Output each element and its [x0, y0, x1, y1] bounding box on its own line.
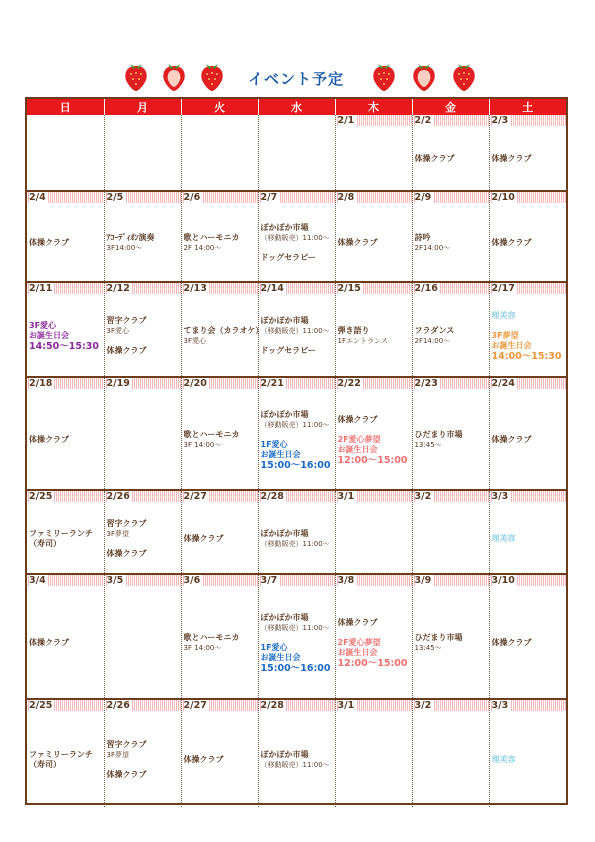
day-cell [489, 115, 566, 191]
event-line [261, 633, 334, 643]
event-line: 2F14:00～ [414, 244, 451, 252]
day-cell [27, 282, 104, 377]
event-line [261, 430, 334, 440]
day-date-label: 2/12 [106, 283, 130, 294]
day-date-label: 2/13 [183, 283, 207, 294]
weekday-header: 火 [181, 99, 258, 115]
event-list [107, 519, 180, 559]
event-line: お誕生日会 [337, 647, 378, 657]
day-cell [489, 377, 566, 490]
event-line: 2F14:00～ [414, 337, 451, 345]
event-line: 12:00～15:00 [337, 657, 408, 669]
day-date-label: 2/4 [29, 192, 46, 203]
day-date [105, 378, 181, 389]
day-date [413, 192, 489, 203]
event-line: （寿司） [29, 759, 61, 769]
day-cell [489, 490, 566, 574]
day-date [259, 283, 335, 294]
event-line: ファミリーランチ [29, 528, 93, 538]
event-line [492, 321, 566, 331]
event-line: 15:00～16:00 [260, 459, 331, 471]
day-date [27, 700, 104, 711]
day-cell [104, 699, 181, 807]
day-date [413, 491, 489, 502]
day-date [27, 491, 104, 502]
event-line: 体操クラブ [183, 533, 224, 543]
day-date [490, 700, 567, 711]
event-list [29, 321, 103, 352]
event-list [184, 633, 257, 653]
event-list [492, 755, 566, 765]
event-list [492, 311, 566, 362]
day-cell [27, 191, 104, 282]
day-cell [335, 490, 412, 574]
event-list [261, 316, 334, 356]
day-date-label: 2/8 [337, 192, 355, 203]
day-cell [412, 699, 489, 807]
event-line: ぽかぽか市場 [260, 409, 309, 419]
day-cell [27, 574, 104, 699]
event-line: 1F愛心 [260, 642, 288, 652]
event-line: 習字クラブ [106, 316, 147, 325]
day-date-label: 2/18 [29, 378, 53, 389]
event-list [492, 435, 566, 445]
day-date-label: 2/28 [260, 491, 284, 502]
event-line: 体操クラブ [337, 414, 378, 424]
week-row [27, 191, 566, 282]
day-date-label: 2/16 [414, 283, 438, 294]
event-line: 体操クラブ [29, 435, 69, 444]
day-cell [412, 191, 489, 282]
event-line: お誕生日会 [491, 340, 532, 350]
day-cell [335, 377, 412, 490]
strawberry-icon [198, 60, 226, 92]
day-date-label: 2/19 [106, 378, 130, 389]
day-date-label: 2/3 [491, 115, 509, 126]
event-list [415, 633, 488, 653]
week-row [27, 377, 566, 490]
day-date [105, 491, 181, 502]
strawberry-icon [450, 60, 478, 92]
event-line: 1Fエントランス [337, 337, 388, 345]
event-line: 3F夢望 [106, 529, 129, 538]
event-line: （移動販売）11:00～ [260, 760, 330, 769]
day-cell [335, 699, 412, 807]
event-line [107, 336, 180, 346]
day-cell [335, 282, 412, 377]
day-date-label: 2/21 [260, 378, 284, 389]
day-date-label: 2/6 [183, 192, 201, 203]
event-line: 2F愛心夢望 [337, 434, 381, 444]
day-date-label: 2/23 [414, 378, 438, 389]
event-line: （移動販売）11:00～ [260, 623, 330, 632]
day-date [336, 192, 412, 203]
event-list [107, 740, 180, 780]
event-list [107, 233, 180, 253]
event-line: 体操クラブ [491, 238, 532, 247]
calendar-body [27, 115, 566, 807]
day-date-label: 2/27 [183, 700, 207, 711]
day-cell [104, 191, 181, 282]
week-row [27, 282, 566, 377]
day-date-label: 3/9 [414, 575, 432, 586]
event-line: 13:45～ [414, 644, 442, 652]
day-cell [27, 490, 104, 574]
event-list [261, 529, 334, 549]
week-row [27, 490, 566, 574]
day-date-label: 2/2 [414, 115, 432, 126]
event-line: 理美容 [491, 533, 516, 543]
day-cell [104, 574, 181, 699]
event-list [183, 326, 264, 346]
day-cell [335, 574, 412, 699]
event-list [492, 238, 566, 248]
day-date [182, 192, 258, 203]
event-line: 体操クラブ [337, 238, 378, 247]
event-line: 3F 14:00～ [183, 644, 222, 652]
event-line: 14:00～15:30 [491, 350, 562, 362]
event-line: 理美容 [491, 754, 516, 764]
event-line: お誕生日会 [260, 652, 301, 662]
day-cell [181, 699, 258, 807]
event-line: ファミリーランチ [29, 749, 93, 759]
day-date-label: 3/7 [260, 575, 278, 586]
event-list [261, 750, 334, 770]
event-list [492, 534, 566, 544]
weekday-header-row [27, 99, 566, 115]
event-line [338, 425, 411, 435]
event-line: 体操クラブ [491, 638, 532, 647]
event-list [338, 238, 411, 248]
day-date-label: 2/25 [29, 700, 53, 711]
event-line: ひだまり市場 [414, 633, 463, 642]
day-date [259, 192, 335, 203]
event-list [415, 430, 488, 450]
day-date [105, 575, 181, 586]
day-date [182, 283, 258, 294]
day-date-label: 2/26 [106, 491, 130, 502]
event-line: （移動販売）11:00～ [260, 539, 330, 548]
event-line [107, 760, 180, 770]
day-cell [181, 490, 258, 574]
event-list [184, 233, 257, 253]
event-line: 習字クラブ [106, 518, 147, 528]
day-date-label: 3/1 [337, 700, 355, 711]
event-line: お誕生日会 [29, 330, 69, 340]
day-date [27, 192, 104, 203]
day-date-label: 3/5 [106, 575, 124, 586]
day-date [490, 283, 567, 294]
day-date-label: 2/17 [491, 283, 515, 294]
day-date [413, 575, 489, 586]
weekday-header: 土 [489, 99, 566, 115]
day-date [105, 700, 181, 711]
weekday-header: 日 [27, 99, 104, 115]
day-cell [258, 115, 335, 191]
day-date-label: 2/5 [106, 192, 124, 203]
event-line: 14:50～15:30 [29, 340, 99, 352]
event-line: 歌とハーモニカ [183, 633, 240, 642]
weekday-header: 金 [412, 99, 489, 115]
day-cell [181, 377, 258, 490]
day-date [336, 575, 412, 586]
day-cell [412, 377, 489, 490]
event-line: 体操クラブ [337, 617, 378, 627]
day-date-label: 2/27 [183, 491, 207, 502]
day-date [490, 575, 567, 586]
event-line: ひだまり市場 [414, 430, 463, 439]
event-line: 12:00～15:00 [337, 454, 408, 466]
event-list [415, 326, 488, 346]
event-line: 歌とハーモニカ [183, 233, 240, 242]
day-date-label: 2/9 [414, 192, 432, 203]
day-date [336, 378, 412, 389]
event-line: ぽかぽか市場 [260, 316, 309, 325]
event-line: ぽかぽか市場 [260, 749, 309, 759]
day-date [27, 115, 104, 126]
event-list [29, 529, 103, 549]
event-line: 3F 14:00～ [183, 441, 222, 449]
event-list [338, 326, 411, 346]
event-list [184, 430, 257, 450]
day-cell [489, 282, 566, 377]
event-line: （移動販売）11:00～ [260, 420, 330, 429]
day-cell [27, 377, 104, 490]
event-line [261, 243, 334, 253]
day-date [27, 378, 104, 389]
event-line: （移動販売）11:00～ [260, 234, 330, 242]
event-list [415, 154, 488, 164]
day-date-label: 2/15 [337, 283, 361, 294]
day-cell [412, 115, 489, 191]
day-date [413, 283, 489, 294]
day-cell [104, 115, 181, 191]
day-date [182, 378, 258, 389]
event-line: ｱｺｰﾃﾞｨｵﾝ演奏 [106, 233, 155, 242]
day-date-label: 3/8 [337, 575, 355, 586]
event-line [338, 628, 411, 638]
day-date [27, 283, 104, 294]
event-line: 体操クラブ [29, 238, 69, 247]
day-cell [104, 282, 181, 377]
strawberry-half-icon [410, 60, 438, 92]
event-line: （寿司） [29, 538, 61, 548]
day-date [259, 575, 335, 586]
week-row [27, 574, 566, 699]
event-list [492, 638, 566, 648]
day-cell [412, 282, 489, 377]
day-date [182, 700, 258, 711]
strawberry-icon [370, 60, 398, 92]
day-cell [258, 282, 335, 377]
day-date [27, 575, 104, 586]
event-line: 3F愛心 [29, 320, 57, 330]
weekday-header: 水 [258, 99, 335, 115]
week-row [27, 699, 566, 807]
day-cell [181, 574, 258, 699]
event-line: ドッグセラピー [260, 253, 316, 262]
event-line: 2F 14:00～ [183, 244, 222, 252]
day-date [259, 378, 335, 389]
day-date-label: 3/4 [29, 575, 46, 586]
day-date [490, 491, 567, 502]
event-line: 15:00～16:00 [260, 662, 331, 674]
day-date [413, 115, 489, 126]
day-date [490, 378, 567, 389]
day-date-label: 3/6 [183, 575, 201, 586]
day-date-label: 2/28 [260, 700, 284, 711]
day-date-label: 2/10 [491, 192, 515, 203]
event-list [184, 534, 257, 544]
event-line: 詩吟 [414, 233, 431, 242]
day-date-label: 2/22 [337, 378, 361, 389]
day-cell [258, 377, 335, 490]
event-line [261, 336, 334, 346]
day-cell [489, 699, 566, 807]
event-line: 体操クラブ [491, 435, 532, 444]
event-list [261, 410, 334, 471]
day-date-label: 2/24 [491, 378, 515, 389]
day-date [259, 115, 335, 126]
day-date-label: 2/11 [29, 283, 53, 294]
event-line: 3F夢望 [491, 330, 519, 340]
day-date-label: 3/3 [491, 700, 509, 711]
day-cell [181, 115, 258, 191]
event-line: 3F愛心 [183, 337, 206, 345]
day-cell [258, 191, 335, 282]
day-cell [412, 490, 489, 574]
event-line: 理美容 [491, 310, 516, 320]
day-date [105, 283, 181, 294]
event-line: 3F14:00～ [106, 244, 143, 252]
strawberry-half-icon [160, 60, 188, 92]
event-list [107, 316, 180, 356]
day-cell [104, 490, 181, 574]
event-line: 3F愛心 [106, 327, 129, 335]
event-line: 13:45～ [414, 441, 442, 449]
event-line: 体操クラブ [491, 153, 532, 163]
event-line: 2F愛心夢望 [337, 637, 381, 647]
weekday-header: 月 [104, 99, 181, 115]
event-line: 体操クラブ [106, 769, 147, 779]
day-date [413, 378, 489, 389]
day-cell [258, 574, 335, 699]
day-cell [181, 282, 264, 377]
day-cell [335, 191, 412, 282]
event-list [29, 750, 103, 770]
event-calendar [25, 97, 568, 805]
day-cell [258, 490, 335, 574]
day-date [182, 575, 258, 586]
day-date [105, 192, 181, 203]
day-date-label: 2/7 [260, 192, 278, 203]
page-title: イベント予定 [248, 70, 345, 88]
event-line: 歌とハーモニカ [183, 430, 240, 439]
day-date-label: 2/25 [29, 491, 53, 502]
day-cell [412, 574, 489, 699]
day-date [182, 115, 258, 126]
calendar-table [27, 99, 566, 807]
event-list [29, 435, 103, 445]
event-line: 1F愛心 [260, 439, 288, 449]
day-date [336, 115, 412, 126]
event-line: ドッグセラピー [260, 346, 316, 355]
event-line: てまり会（カラオケ） [183, 326, 264, 335]
event-line: 体操クラブ [414, 153, 455, 163]
day-date-label: 2/26 [106, 700, 130, 711]
event-list [338, 415, 411, 466]
day-date-label: 2/1 [337, 115, 355, 126]
day-date-label: 3/10 [491, 575, 515, 586]
event-line: ぽかぽか市場 [260, 528, 309, 538]
day-date [336, 283, 412, 294]
event-list [338, 618, 411, 669]
day-date-label: 3/1 [337, 491, 355, 502]
event-line: フラダンス [414, 326, 455, 335]
day-date-label: 2/14 [260, 283, 284, 294]
day-date [490, 115, 567, 126]
event-line: ぽかぽか市場 [260, 612, 309, 622]
weekday-header: 木 [335, 99, 412, 115]
title-row [0, 60, 595, 94]
event-line [107, 539, 180, 549]
day-date-label: 3/2 [414, 491, 432, 502]
event-line: 体操クラブ [106, 548, 147, 558]
event-list [29, 238, 103, 248]
day-date-label: 2/20 [183, 378, 207, 389]
day-date [336, 491, 412, 502]
event-line: 3F夢望 [106, 750, 129, 759]
day-cell [258, 699, 335, 807]
event-line: 弾き語り [337, 326, 370, 335]
day-date [105, 115, 181, 126]
day-date [259, 700, 335, 711]
day-cell [489, 574, 566, 699]
event-line: 体操クラブ [183, 754, 224, 764]
event-line: 体操クラブ [106, 346, 147, 355]
day-date [336, 700, 412, 711]
strawberry-icon [122, 60, 150, 92]
day-date [182, 491, 258, 502]
event-line: 体操クラブ [29, 638, 69, 647]
event-line: （移動販売）11:00～ [260, 327, 330, 335]
day-cell [181, 191, 258, 282]
day-cell [104, 377, 181, 490]
day-date-label: 3/2 [414, 700, 432, 711]
day-date [490, 192, 567, 203]
day-date-label: 3/3 [491, 491, 509, 502]
event-line: 習字クラブ [106, 739, 147, 749]
week-row [27, 115, 566, 191]
day-date [259, 491, 335, 502]
event-list [492, 154, 566, 164]
event-list [29, 638, 103, 648]
event-line: お誕生日会 [260, 449, 301, 459]
day-cell [27, 115, 104, 191]
day-cell [489, 191, 566, 282]
event-list [184, 755, 257, 765]
event-list [261, 613, 334, 674]
day-cell [27, 699, 104, 807]
event-list [261, 223, 334, 263]
day-cell [335, 115, 412, 191]
day-date [413, 700, 489, 711]
event-line: お誕生日会 [337, 444, 378, 454]
event-line: ぽかぽか市場 [260, 223, 309, 232]
event-list [415, 233, 488, 253]
